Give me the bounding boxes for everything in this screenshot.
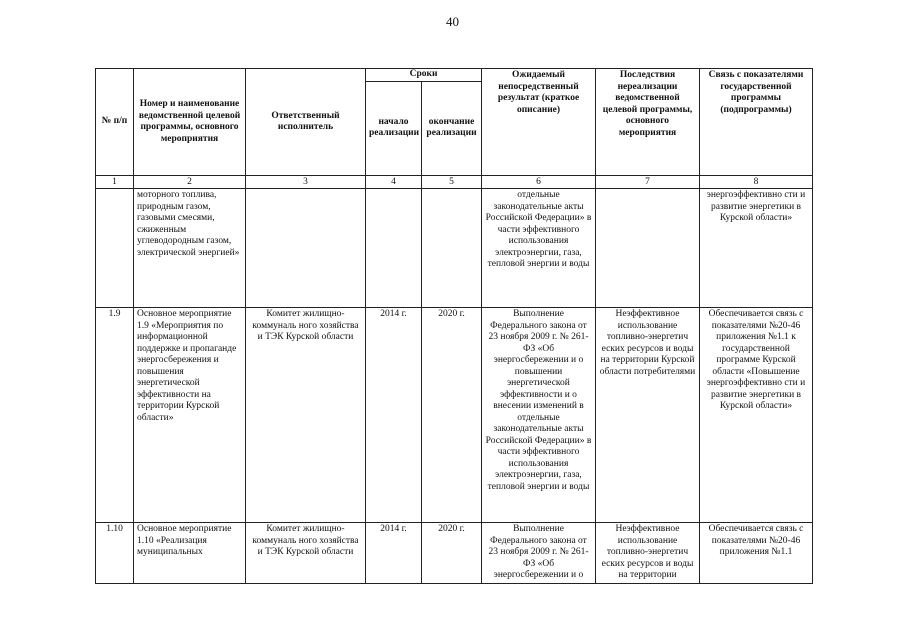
row-num xyxy=(96,189,134,308)
row-end xyxy=(422,189,482,308)
row-result: Выполнение Федерального закона от 23 ноября 2009 г. № 261-ФЗ «Об энергосбережении и о повышении энергетической эффективности и о внесении изменений в отдельные законодательные акты Российской Федерации» в части эффективного использования электроэнергии, газа, тепловой энергии и воды xyxy=(482,308,596,523)
row-start: 2014 г. xyxy=(366,523,422,584)
row-link: Обеспечивается связь с показателями №20-46 приложения №1.1 xyxy=(700,523,813,584)
page-number: 40 xyxy=(446,14,459,29)
column-number-row xyxy=(96,176,813,189)
header-row xyxy=(96,69,813,82)
row-executor: Комитет жилищно-коммуналь ного хозяйства и ТЭК Курской области xyxy=(246,308,366,523)
row-start xyxy=(366,189,422,308)
header-result: Ожидаемый непосредственный результат (краткое описание) xyxy=(482,69,596,176)
header-executor: Ответственный исполнитель xyxy=(246,69,366,176)
header-num: № п/п xyxy=(96,69,134,176)
table-row xyxy=(96,189,813,308)
column-number: 5 xyxy=(422,176,482,189)
header-start: начало реализации xyxy=(366,81,422,176)
row-num: 1.10 xyxy=(96,523,134,584)
row-consequence: Неэффективное использование топливно-энергетич еских ресурсов и воды на территории Курской области потребителями xyxy=(596,308,700,523)
header-end: окончание реализации xyxy=(422,81,482,176)
column-number: 2 xyxy=(134,176,246,189)
row-executor xyxy=(246,189,366,308)
events-table xyxy=(95,68,813,584)
column-number: 1 xyxy=(96,176,134,189)
row-name: Основное мероприятие 1.10 «Реализация муниципальных xyxy=(134,523,246,584)
row-start: 2014 г. xyxy=(366,308,422,523)
header-terms: Сроки xyxy=(366,69,482,82)
row-executor: Комитет жилищно-коммуналь ного хозяйства и ТЭК Курской области xyxy=(246,523,366,584)
header-consequence: Последствия нереализации ведомственной целевой программы, основного мероприятия xyxy=(596,69,700,176)
column-number: 4 xyxy=(366,176,422,189)
header-link: Связь с показателями государственной программы (подпрограммы) xyxy=(700,69,813,176)
row-consequence: Неэффективное использование топливно-энергетич еских ресурсов и воды на территории xyxy=(596,523,700,584)
row-link: Обеспечивается связь с показателями №20-46 приложения №1.1 к государственной программе Курской области «Повышение энергоэффективно сти и развитие энергетики в Курской области» xyxy=(700,308,813,523)
row-link: энергоэффективно сти и развитие энергетики в Курской области» xyxy=(700,189,813,308)
row-end: 2020 г. xyxy=(422,308,482,523)
column-number: 3 xyxy=(246,176,366,189)
row-result: Выполнение Федерального закона от 23 ноября 2009 г. № 261-ФЗ «Об энергосбережении и о xyxy=(482,523,596,584)
row-num: 1.9 xyxy=(96,308,134,523)
table-row xyxy=(96,523,813,584)
row-end: 2020 г. xyxy=(422,523,482,584)
column-number: 8 xyxy=(700,176,813,189)
header-name: Номер и наименование ведомственной целевой программы, основного мероприятия xyxy=(134,69,246,176)
column-number: 7 xyxy=(596,176,700,189)
row-name: Основное мероприятие 1.9 «Мероприятия по информационной поддержке и пропаганде энергосбережения и повышения энергетической эффективности на территории Курской области» xyxy=(134,308,246,523)
row-result: отдельные законодательные акты Российской Федерации» в части эффективного использования электроэнергии, газа, тепловой энергии и воды xyxy=(482,189,596,308)
row-name: моторного топлива, природным газом, газовыми смесями, сжиженным углеводородным газом, электрической энергией» xyxy=(134,189,246,308)
column-number: 6 xyxy=(482,176,596,189)
row-consequence xyxy=(596,189,700,308)
table-row xyxy=(96,308,813,523)
